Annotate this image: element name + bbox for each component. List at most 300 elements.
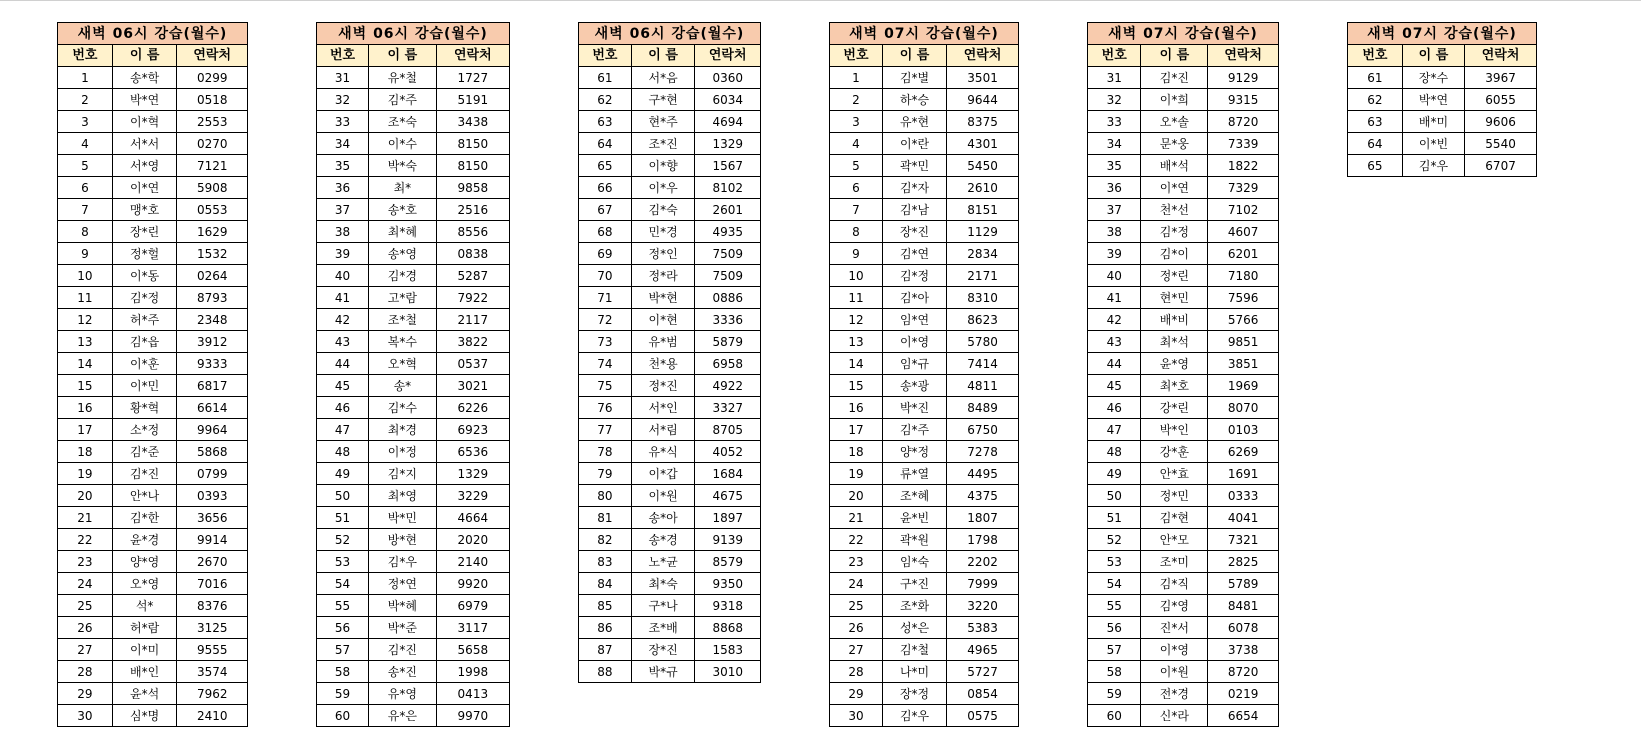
- table-row: [579, 529, 761, 551]
- cell-phone: 1897: [695, 507, 761, 529]
- col-header-name: 이 름: [1141, 45, 1208, 67]
- cell-phone: 8151: [947, 199, 1019, 221]
- cell-phone: 3229: [436, 485, 509, 507]
- cell-number: 64: [1348, 133, 1403, 155]
- cell-number: 63: [1348, 111, 1403, 133]
- cell-phone: 1629: [177, 221, 248, 243]
- cell-name: 이*훈: [112, 353, 177, 375]
- table-row: [58, 595, 248, 617]
- cell-phone: 2020: [436, 529, 509, 551]
- cell-name: 나*미: [882, 661, 946, 683]
- cell-number: 13: [830, 331, 883, 353]
- cell-name: 윤*빈: [882, 507, 946, 529]
- cell-name: 소*정: [112, 419, 177, 441]
- cell-number: 1: [58, 67, 113, 89]
- col-header-number: 번호: [1348, 45, 1403, 67]
- cell-name: 방*현: [369, 529, 437, 551]
- cell-number: 86: [579, 617, 632, 639]
- cell-phone: 1969: [1208, 375, 1279, 397]
- cell-phone: 1727: [436, 67, 509, 89]
- cell-name: 김*준: [112, 441, 177, 463]
- cell-number: 14: [830, 353, 883, 375]
- cell-name: 김*우: [882, 705, 946, 727]
- cell-number: 85: [579, 595, 632, 617]
- table-row: [58, 155, 248, 177]
- table-row: [579, 639, 761, 661]
- cell-phone: 7329: [1208, 177, 1279, 199]
- table-row: [317, 243, 510, 265]
- cell-number: 65: [579, 155, 632, 177]
- cell-name: 서*음: [631, 67, 695, 89]
- cell-number: 61: [1348, 67, 1403, 89]
- cell-phone: 3574: [177, 661, 248, 683]
- cell-name: 이*우: [631, 177, 695, 199]
- cell-name: 김*지: [369, 463, 437, 485]
- cell-name: 김*철: [882, 639, 946, 661]
- table-row: [830, 221, 1019, 243]
- cell-phone: 6979: [436, 595, 509, 617]
- cell-number: 61: [579, 67, 632, 89]
- cell-number: 21: [830, 507, 883, 529]
- cell-phone: 6226: [436, 397, 509, 419]
- cell-phone: 5908: [177, 177, 248, 199]
- cell-number: 79: [579, 463, 632, 485]
- cell-phone: 3327: [695, 397, 761, 419]
- cell-phone: 0537: [436, 353, 509, 375]
- cell-phone: 2410: [177, 705, 248, 727]
- cell-number: 58: [317, 661, 369, 683]
- cell-number: 47: [317, 419, 369, 441]
- col-header-phone: 연락처: [695, 45, 761, 67]
- cell-name: 최*영: [369, 485, 437, 507]
- cell-name: 장*진: [631, 639, 695, 661]
- cell-number: 11: [830, 287, 883, 309]
- cell-name: 전*경: [1141, 683, 1208, 705]
- cell-phone: 1532: [177, 243, 248, 265]
- cell-phone: 0333: [1208, 485, 1279, 507]
- table-row: [1088, 133, 1279, 155]
- cell-number: 27: [58, 639, 113, 661]
- roster-table-0600-a: [57, 22, 248, 727]
- cell-number: 78: [579, 441, 632, 463]
- cell-phone: 4375: [947, 485, 1019, 507]
- cell-number: 3: [830, 111, 883, 133]
- cell-name: 최*석: [1141, 331, 1208, 353]
- cell-name: 최*혜: [369, 221, 437, 243]
- cell-number: 37: [1088, 199, 1141, 221]
- cell-name: 허*주: [112, 309, 177, 331]
- col-header-number: 번호: [1088, 45, 1141, 67]
- cell-name: 성*은: [882, 617, 946, 639]
- table-row: [58, 683, 248, 705]
- cell-phone: 7999: [947, 573, 1019, 595]
- cell-number: 12: [58, 309, 113, 331]
- col-header-phone: 연락처: [177, 45, 248, 67]
- cell-number: 30: [58, 705, 113, 727]
- cell-name: 유*철: [369, 67, 437, 89]
- cell-phone: 3117: [436, 617, 509, 639]
- cell-number: 11: [58, 287, 113, 309]
- cell-name: 김*우: [369, 551, 437, 573]
- cell-name: 김*정: [1141, 221, 1208, 243]
- cell-phone: 8868: [695, 617, 761, 639]
- table-row: [1088, 375, 1279, 397]
- cell-name: 정*라: [631, 265, 695, 287]
- table-row: [1088, 595, 1279, 617]
- cell-number: 32: [1088, 89, 1141, 111]
- cell-phone: 3967: [1465, 67, 1537, 89]
- cell-name: 유*식: [631, 441, 695, 463]
- cell-phone: 8489: [947, 397, 1019, 419]
- table-row: [58, 573, 248, 595]
- cell-number: 48: [317, 441, 369, 463]
- cell-number: 40: [1088, 265, 1141, 287]
- cell-name: 오*영: [112, 573, 177, 595]
- table-row: [830, 507, 1019, 529]
- cell-phone: 7180: [1208, 265, 1279, 287]
- cell-number: 32: [317, 89, 369, 111]
- table-row: [1088, 353, 1279, 375]
- cell-phone: 5879: [695, 331, 761, 353]
- table-row: [317, 199, 510, 221]
- cell-phone: 1129: [947, 221, 1019, 243]
- cell-phone: 0413: [436, 683, 509, 705]
- cell-number: 8: [830, 221, 883, 243]
- table-row: [58, 309, 248, 331]
- cell-number: 67: [579, 199, 632, 221]
- cell-phone: 5766: [1208, 309, 1279, 331]
- cell-name: 안*모: [1141, 529, 1208, 551]
- cell-name: 이*연: [112, 177, 177, 199]
- cell-name: 하*승: [882, 89, 946, 111]
- table-row: [58, 419, 248, 441]
- cell-phone: 8376: [177, 595, 248, 617]
- table-row: [317, 595, 510, 617]
- cell-name: 이*희: [1141, 89, 1208, 111]
- cell-name: 송*경: [631, 529, 695, 551]
- cell-name: 김*정: [882, 265, 946, 287]
- cell-name: 송*광: [882, 375, 946, 397]
- cell-name: 최*호: [1141, 375, 1208, 397]
- cell-number: 57: [317, 639, 369, 661]
- cell-number: 77: [579, 419, 632, 441]
- table-row: [830, 419, 1019, 441]
- cell-phone: 1807: [947, 507, 1019, 529]
- cell-number: 25: [58, 595, 113, 617]
- cell-phone: 0299: [177, 67, 248, 89]
- table-row: [58, 133, 248, 155]
- cell-number: 24: [58, 573, 113, 595]
- cell-number: 54: [317, 573, 369, 595]
- cell-name: 양*영: [112, 551, 177, 573]
- cell-number: 48: [1088, 441, 1141, 463]
- cell-number: 38: [1088, 221, 1141, 243]
- cell-phone: 0518: [177, 89, 248, 111]
- table-row: [58, 507, 248, 529]
- table-row: [830, 375, 1019, 397]
- cell-name: 이*빈: [1402, 133, 1464, 155]
- table-row: [1088, 199, 1279, 221]
- cell-number: 28: [830, 661, 883, 683]
- cell-phone: 0799: [177, 463, 248, 485]
- cell-number: 18: [830, 441, 883, 463]
- cell-name: 조*배: [631, 617, 695, 639]
- cell-name: 윤*경: [112, 529, 177, 551]
- cell-name: 구*현: [631, 89, 695, 111]
- table-row: [830, 683, 1019, 705]
- table-row: [579, 221, 761, 243]
- table-row: [1088, 705, 1279, 727]
- cell-phone: 2202: [947, 551, 1019, 573]
- cell-name: 정*헐: [112, 243, 177, 265]
- table-row: [317, 309, 510, 331]
- cell-name: 정*진: [631, 375, 695, 397]
- cell-phone: 1798: [947, 529, 1019, 551]
- cell-name: 이*현: [631, 309, 695, 331]
- cell-number: 10: [58, 265, 113, 287]
- cell-number: 23: [830, 551, 883, 573]
- cell-name: 이*연: [1141, 177, 1208, 199]
- cell-number: 83: [579, 551, 632, 573]
- cell-phone: 8705: [695, 419, 761, 441]
- table-row: [579, 67, 761, 89]
- table-title: 새벽 06시 강습(월수): [58, 23, 248, 45]
- cell-number: 44: [317, 353, 369, 375]
- cell-name: 김*주: [882, 419, 946, 441]
- cell-number: 58: [1088, 661, 1141, 683]
- cell-phone: 5540: [1465, 133, 1537, 155]
- cell-number: 49: [1088, 463, 1141, 485]
- cell-phone: 6536: [436, 441, 509, 463]
- cell-name: 유*은: [369, 705, 437, 727]
- cell-phone: 9920: [436, 573, 509, 595]
- cell-number: 87: [579, 639, 632, 661]
- cell-number: 4: [58, 133, 113, 155]
- cell-name: 현*민: [1141, 287, 1208, 309]
- cell-phone: 5287: [436, 265, 509, 287]
- cell-phone: 7962: [177, 683, 248, 705]
- cell-number: 82: [579, 529, 632, 551]
- table-row: [830, 111, 1019, 133]
- cell-number: 75: [579, 375, 632, 397]
- cell-phone: 4694: [695, 111, 761, 133]
- table-row: [579, 309, 761, 331]
- cell-number: 62: [1348, 89, 1403, 111]
- cell-phone: 8579: [695, 551, 761, 573]
- table-row: [830, 551, 1019, 573]
- cell-number: 53: [317, 551, 369, 573]
- cell-name: 천*용: [631, 353, 695, 375]
- cell-number: 12: [830, 309, 883, 331]
- table-row: [579, 155, 761, 177]
- cell-phone: 7922: [436, 287, 509, 309]
- cell-phone: 3912: [177, 331, 248, 353]
- table-row: [1088, 287, 1279, 309]
- table-row: [1088, 507, 1279, 529]
- cell-number: 2: [58, 89, 113, 111]
- cell-phone: 3220: [947, 595, 1019, 617]
- table-row: [830, 705, 1019, 727]
- col-header-name: 이 름: [1402, 45, 1464, 67]
- table-row: [317, 177, 510, 199]
- cell-number: 63: [579, 111, 632, 133]
- cell-name: 김*정: [112, 287, 177, 309]
- table-row: [58, 243, 248, 265]
- cell-number: 25: [830, 595, 883, 617]
- table-row: [579, 265, 761, 287]
- col-header-phone: 연락처: [947, 45, 1019, 67]
- cell-name: 장*정: [882, 683, 946, 705]
- table-row: [58, 397, 248, 419]
- roster-table-0700-c: [1347, 22, 1537, 177]
- table-row: [830, 595, 1019, 617]
- cell-number: 41: [1088, 287, 1141, 309]
- cell-name: 정*민: [1141, 485, 1208, 507]
- cell-number: 37: [317, 199, 369, 221]
- cell-phone: 0575: [947, 705, 1019, 727]
- cell-number: 17: [830, 419, 883, 441]
- table-row: [1088, 177, 1279, 199]
- table-row: [1088, 265, 1279, 287]
- cell-number: 81: [579, 507, 632, 529]
- cell-phone: 5789: [1208, 573, 1279, 595]
- cell-name: 박*준: [369, 617, 437, 639]
- table-row: [1088, 551, 1279, 573]
- cell-number: 20: [830, 485, 883, 507]
- table-row: [579, 419, 761, 441]
- cell-name: 천*선: [1141, 199, 1208, 221]
- cell-number: 49: [317, 463, 369, 485]
- cell-number: 14: [58, 353, 113, 375]
- cell-name: 김*우: [1402, 155, 1464, 177]
- cell-name: 김*진: [112, 463, 177, 485]
- cell-phone: 6923: [436, 419, 509, 441]
- table-row: [830, 199, 1019, 221]
- cell-name: 김*이: [1141, 243, 1208, 265]
- cell-number: 43: [1088, 331, 1141, 353]
- table-row: [579, 617, 761, 639]
- cell-number: 7: [830, 199, 883, 221]
- cell-number: 72: [579, 309, 632, 331]
- table-row: [1088, 485, 1279, 507]
- cell-number: 9: [58, 243, 113, 265]
- cell-phone: 4301: [947, 133, 1019, 155]
- cell-name: 송*호: [369, 199, 437, 221]
- cell-number: 51: [317, 507, 369, 529]
- cell-name: 송*영: [369, 243, 437, 265]
- cell-number: 36: [317, 177, 369, 199]
- cell-phone: 0103: [1208, 419, 1279, 441]
- cell-name: 김*주: [369, 89, 437, 111]
- cell-number: 3: [58, 111, 113, 133]
- cell-name: 이*영: [1141, 639, 1208, 661]
- table-row: [830, 397, 1019, 419]
- cell-phone: 8070: [1208, 397, 1279, 419]
- cell-name: 최*: [369, 177, 437, 199]
- table-row: [830, 353, 1019, 375]
- table-row: [1088, 111, 1279, 133]
- cell-number: 26: [830, 617, 883, 639]
- cell-number: 9: [830, 243, 883, 265]
- table-row: [830, 617, 1019, 639]
- cell-phone: 9318: [695, 595, 761, 617]
- table-row: [317, 89, 510, 111]
- cell-phone: 4935: [695, 221, 761, 243]
- table-row: [317, 639, 510, 661]
- cell-number: 21: [58, 507, 113, 529]
- cell-number: 29: [830, 683, 883, 705]
- cell-name: 박*규: [631, 661, 695, 683]
- table-row: [830, 67, 1019, 89]
- col-header-phone: 연락처: [1465, 45, 1537, 67]
- cell-name: 현*주: [631, 111, 695, 133]
- cell-number: 53: [1088, 551, 1141, 573]
- cell-number: 62: [579, 89, 632, 111]
- cell-phone: 4052: [695, 441, 761, 463]
- table-row: [58, 617, 248, 639]
- cell-number: 41: [317, 287, 369, 309]
- cell-name: 민*경: [631, 221, 695, 243]
- cell-name: 김*자: [882, 177, 946, 199]
- cell-number: 36: [1088, 177, 1141, 199]
- cell-phone: 5450: [947, 155, 1019, 177]
- cell-number: 5: [58, 155, 113, 177]
- table-row: [1088, 309, 1279, 331]
- table-row: [58, 705, 248, 727]
- cell-phone: 6707: [1465, 155, 1537, 177]
- table-row: [1088, 331, 1279, 353]
- cell-number: 60: [1088, 705, 1141, 727]
- table-row: [58, 463, 248, 485]
- cell-phone: 0393: [177, 485, 248, 507]
- cell-name: 이*정: [369, 441, 437, 463]
- cell-phone: 6269: [1208, 441, 1279, 463]
- cell-number: 35: [1088, 155, 1141, 177]
- cell-number: 56: [317, 617, 369, 639]
- cell-number: 31: [317, 67, 369, 89]
- cell-name: 김*읍: [112, 331, 177, 353]
- cell-name: 송*학: [112, 67, 177, 89]
- col-header-number: 번호: [58, 45, 113, 67]
- cell-number: 26: [58, 617, 113, 639]
- cell-name: 장*수: [1402, 67, 1464, 89]
- table-title: 새벽 06시 강습(월수): [317, 23, 510, 45]
- cell-number: 16: [830, 397, 883, 419]
- table-row: [58, 331, 248, 353]
- cell-name: 김*진: [369, 639, 437, 661]
- cell-name: 조*숙: [369, 111, 437, 133]
- cell-number: 40: [317, 265, 369, 287]
- cell-phone: 8556: [436, 221, 509, 243]
- cell-number: 50: [1088, 485, 1141, 507]
- cell-phone: 0838: [436, 243, 509, 265]
- cell-phone: 3656: [177, 507, 248, 529]
- table-row: [58, 111, 248, 133]
- table-row: [317, 133, 510, 155]
- cell-name: 심*명: [112, 705, 177, 727]
- table-row: [58, 221, 248, 243]
- cell-phone: 0270: [177, 133, 248, 155]
- cell-number: 13: [58, 331, 113, 353]
- table-row: [58, 639, 248, 661]
- table-row: [830, 529, 1019, 551]
- cell-phone: 8623: [947, 309, 1019, 331]
- cell-phone: 6614: [177, 397, 248, 419]
- cell-number: 15: [830, 375, 883, 397]
- table-row: [317, 617, 510, 639]
- table-row: [317, 111, 510, 133]
- cell-phone: 0886: [695, 287, 761, 309]
